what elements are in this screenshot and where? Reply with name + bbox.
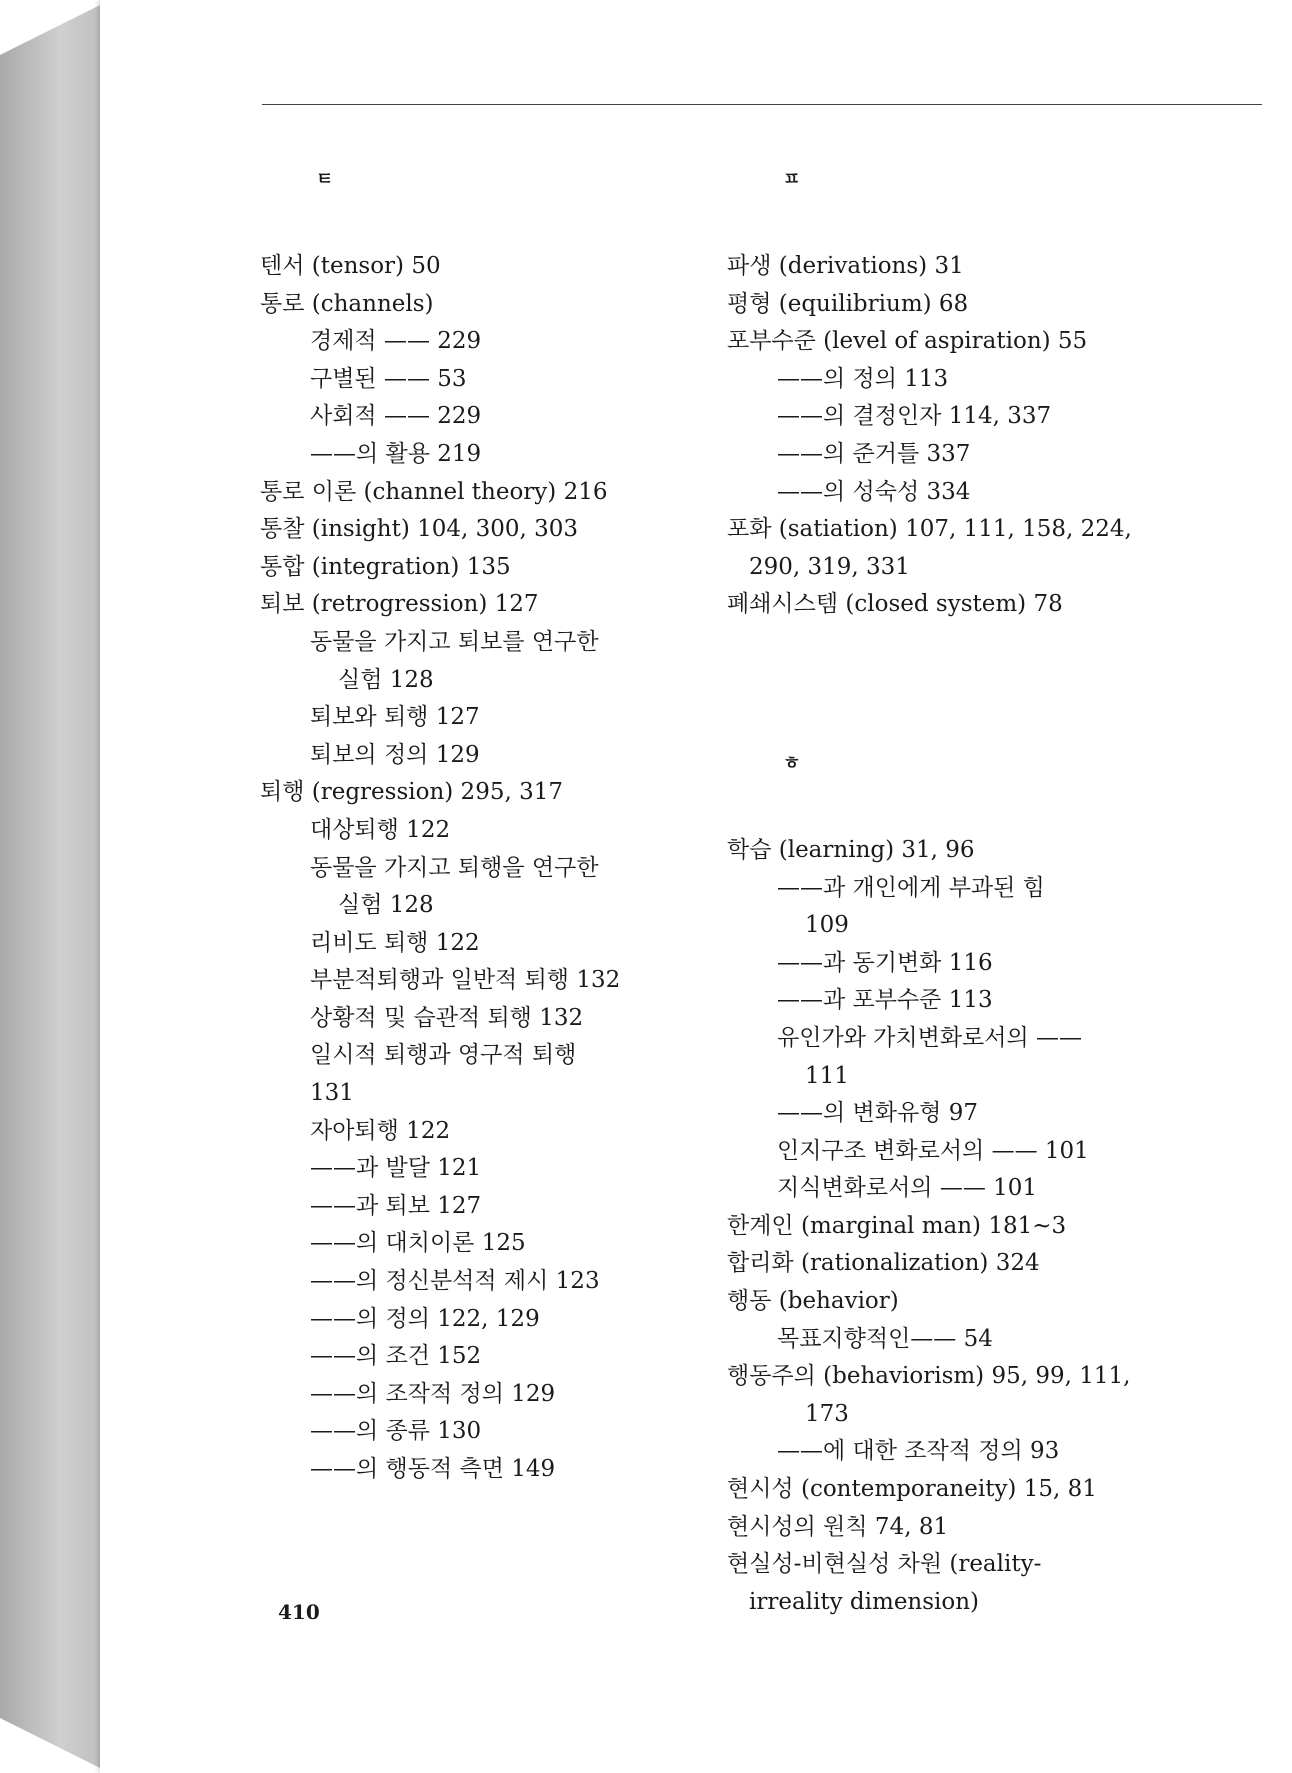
index-entry: 행동 (behavior): [727, 1288, 899, 1315]
index-entry: 통찰 (insight) 104, 300, 303: [260, 516, 579, 543]
index-subentry: 실험 128: [338, 666, 434, 693]
index-subentry: 퇴보와 퇴행 127: [310, 704, 480, 731]
right-column: [727, 160, 1167, 1621]
index-page: [100, 0, 1292, 1773]
index-entry: 한계인 (marginal man) 181~3: [727, 1212, 1067, 1239]
left-column: [260, 160, 700, 1489]
index-entry: 퇴보 (retrogression) 127: [260, 591, 539, 618]
index-subentry: 111: [805, 1062, 849, 1089]
index-subentry: ——의 조작적 정의 129: [310, 1380, 556, 1407]
index-subentry: ——과 퇴보 127: [310, 1192, 482, 1219]
index-entry: 텐서 (tensor) 50: [260, 253, 441, 279]
index-subentry: 일시적 퇴행과 영구적 퇴행: [310, 1042, 577, 1069]
right-entry-list-1: [727, 248, 1167, 624]
index-subentry: 173: [805, 1400, 849, 1427]
index-entry: 파생 (derivations) 31: [727, 253, 964, 279]
index-entry: 현실성-비현실성 차원 (reality-: [727, 1551, 1042, 1578]
right-entry-list-2: [727, 832, 1167, 1621]
index-subentry: 유인가와 가치변화로서의 ——: [777, 1024, 1083, 1051]
index-subentry: ——과 동기변화 116: [777, 949, 993, 976]
book-spine: [0, 0, 110, 1773]
index-subentry: 인지구조 변화로서의 —— 101: [777, 1137, 1089, 1164]
index-subentry: 부분적퇴행과 일반적 퇴행 132: [310, 967, 621, 994]
index-subentry: ——의 대치이론 125: [310, 1230, 526, 1257]
index-entry: 행동주의 (behaviorism) 95, 99, 111,: [727, 1363, 1131, 1390]
index-subentry: ——과 발달 121: [310, 1155, 482, 1182]
index-subentry: ——의 정의 122, 129: [310, 1305, 540, 1332]
index-subentry: irreality dimension): [749, 1588, 980, 1615]
index-subentry: 동물을 가지고 퇴보를 연구한: [310, 628, 599, 655]
index-subentry: ——의 결정인자 114, 337: [777, 403, 1052, 430]
index-subentry: ——의 정신분석적 제시 123: [310, 1268, 600, 1295]
index-entry: 통합 (integration) 135: [260, 553, 511, 580]
index-subentry: ——과 개인에게 부과된 힘: [777, 874, 1045, 901]
section-spacer: [727, 624, 1167, 744]
index-subentry: ——의 활용 219: [310, 440, 482, 467]
index-entry: 현시성의 원칙 74, 81: [727, 1513, 949, 1540]
index-subentry: ——과 포부수준 113: [777, 987, 993, 1014]
index-subentry: 실험 128: [338, 892, 434, 919]
section-heading-hieut: ㅎ: [783, 752, 801, 774]
index-subentry: 290, 319, 331: [749, 553, 910, 580]
index-entry: 현시성 (contemporaneity) 15, 81: [727, 1476, 1097, 1503]
index-subentry: 동물을 가지고 퇴행을 연구한: [310, 854, 599, 881]
index-subentry: 131: [310, 1080, 354, 1107]
index-subentry: ——의 행동적 측면 149: [310, 1456, 556, 1482]
index-subentry: ——의 정의 113: [777, 365, 949, 392]
index-entry: 퇴행 (regression) 295, 317: [260, 779, 563, 806]
index-entry: 합리화 (rationalization) 324: [727, 1250, 1040, 1277]
index-subentry: 퇴보의 정의 129: [310, 741, 480, 768]
index-subentry: 109: [805, 912, 849, 939]
index-subentry: ——의 변화유형 97: [777, 1100, 978, 1127]
index-entry: 포화 (satiation) 107, 111, 158, 224,: [727, 516, 1132, 543]
page-number: 410: [278, 1600, 320, 1624]
section-heading-pieup: ㅍ: [783, 169, 801, 190]
index-subentry: 구별된 —— 53: [310, 365, 467, 392]
index-entry: 평형 (equilibrium) 68: [727, 290, 969, 317]
index-subentry: 자아퇴행 122: [310, 1117, 451, 1144]
index-subentry: ——에 대한 조작적 정의 93: [777, 1438, 1060, 1465]
index-subentry: 지식변화로서의 —— 101: [777, 1175, 1038, 1202]
index-subentry: 리비도 퇴행 122: [310, 929, 480, 956]
index-subentry: 목표지향적인—— 54: [777, 1325, 993, 1352]
left-entry-list: [260, 248, 700, 1489]
index-entry: 통로 이론 (channel theory) 216: [260, 478, 608, 505]
section-heading-tieut: ㅌ: [316, 169, 334, 190]
index-subentry: 상황적 및 습관적 퇴행 132: [310, 1004, 584, 1031]
index-subentry: ——의 성숙성 334: [777, 478, 971, 505]
index-subentry: 대상퇴행 122: [310, 816, 451, 843]
index-subentry: 사회적 —— 229: [310, 403, 482, 430]
index-entry: 폐쇄시스템 (closed system) 78: [727, 591, 1063, 618]
index-subentry: 경제적 —— 229: [310, 328, 482, 355]
index-subentry: ——의 종류 130: [310, 1418, 482, 1445]
index-subentry: ——의 조건 152: [310, 1343, 482, 1370]
index-entry: 학습 (learning) 31, 96: [727, 836, 975, 863]
header-rule: [262, 104, 1262, 105]
index-entry: 포부수준 (level of aspiration) 55: [727, 328, 1088, 355]
index-entry: 통로 (channels): [260, 290, 434, 317]
index-subentry: ——의 준거틀 337: [777, 440, 971, 467]
